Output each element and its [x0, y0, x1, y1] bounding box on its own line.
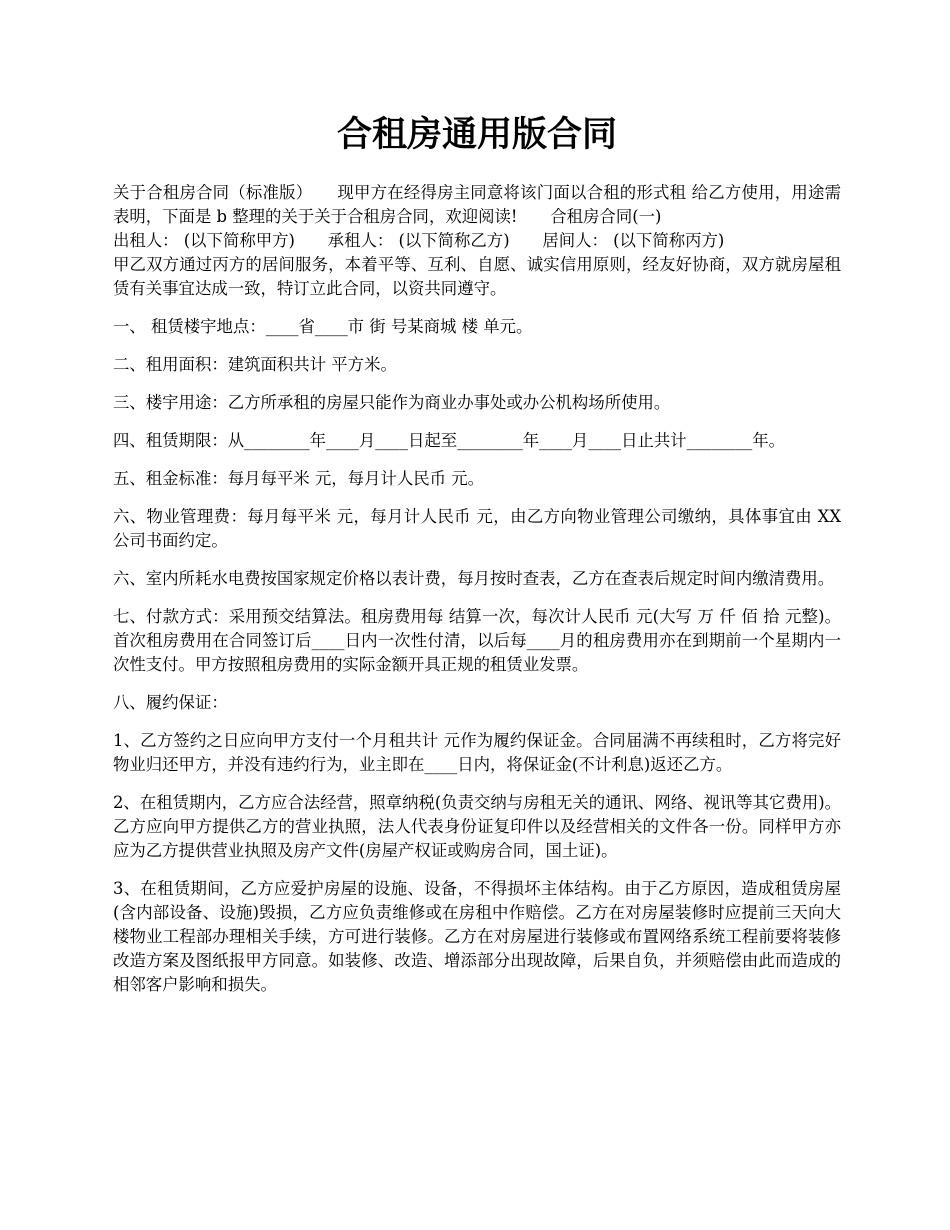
- clause-guarantee-3: 3、在租赁期间，乙方应爱护房屋的设施、设备，不得损坏主体结构。由于乙方原因，造成租赁房屋(含内部设备、设施)毁损，乙方应负责维修或在房租中作赔偿。乙方在对房屋装修时应提前三天向大楼物业工程部办理相关手续，方可进行装修。乙方在对房屋进行装修或布置网络系统工程前要将装修改造方案及图纸报甲方同意。如装修、改造、增添部分出现故障，后果自负，并须赔偿由此而造成的相邻客户影响和损失。: [113, 879, 841, 994]
- clause-payment: 七、付款方式：采用预交结算法。租房费用每 结算一次，每次计人民币 元(大写 万 仟 佰 拾 元整)。首次租房费用在合同签订后____日内一次性付清，以后每____月的租房费用亦在到期前一个星期内一次性支付。甲方按照租房费用的实际金额开具正规的租赁业发票。: [113, 607, 841, 674]
- intro-line: 甲乙双方通过丙方的居间服务，本着平等、互利、自愿、诚实信用原则，经友好协商，双方就房屋租赁有关事宜达成一致，特订立此合同，以资共同遵守。: [113, 255, 841, 298]
- clause-guarantee-heading: 八、履约保证：: [113, 693, 228, 712]
- clause-rent: 五、租金标准：每月每平米 元，每月计人民币 元。: [113, 469, 485, 488]
- clause-usage: 三、楼宇用途：乙方所承租的房屋只能作为商业办事处或办公机构场所使用。: [113, 393, 671, 412]
- clause-term: 四、租赁期限：从________年____月____日起至________年____月____日止共计________年。: [113, 431, 786, 450]
- clause-guarantee-1: 1、乙方签约之日应向甲方支付一个月租共计 元作为履约保证金。合同届满不再续租时，乙方将完好物业归还甲方，并没有违约行为，业主即在____日内，将保证金(不计利息)返还乙方。: [113, 731, 841, 774]
- clause-location: 一、 租赁楼宇地点：____省____市 街 号某商城 楼 单元。: [113, 317, 533, 336]
- clause-area: 二、租用面积：建筑面积共计 平方米。: [113, 355, 397, 374]
- intro-paragraph: [113, 181, 841, 301]
- clause-guarantee-2: 2、在租赁期内，乙方应合法经营，照章纳税(负责交纳与房租无关的通讯、网络、视讯等其它费用)。乙方应向甲方提供乙方的营业执照，法人代表身份证复印件以及经营相关的文件各一份。同样甲方亦应为乙方提供营业执照及房产文件(房屋产权证或购房合同，国土证)。: [113, 793, 842, 860]
- document-body: [113, 181, 841, 1011]
- intro-line: 出租人： (以下简称甲方) 承租人： (以下简称乙方) 居间人： (以下简称丙方): [113, 231, 725, 250]
- clause-utilities: 六、室内所耗水电费按国家规定价格以表计费，每月按时查表，乙方在查表后规定时间内缴清费用。: [113, 569, 835, 588]
- document-title: 合租房通用版合同: [336, 115, 617, 155]
- intro-line: 关于合租房合同（标准版） 现甲方在经得房主同意将该门面以合租的形式租 给乙方使用，用途需表明，下面是 b 整理的关于关于合租房合同，欢迎阅读! 合租房合同(一): [113, 183, 841, 226]
- clause-management-fee: 六、物业管理费：每月每平米 元，每月计人民币 元，由乙方向物业管理公司缴纳，具体事宜由 XX 公司书面约定。: [113, 507, 841, 550]
